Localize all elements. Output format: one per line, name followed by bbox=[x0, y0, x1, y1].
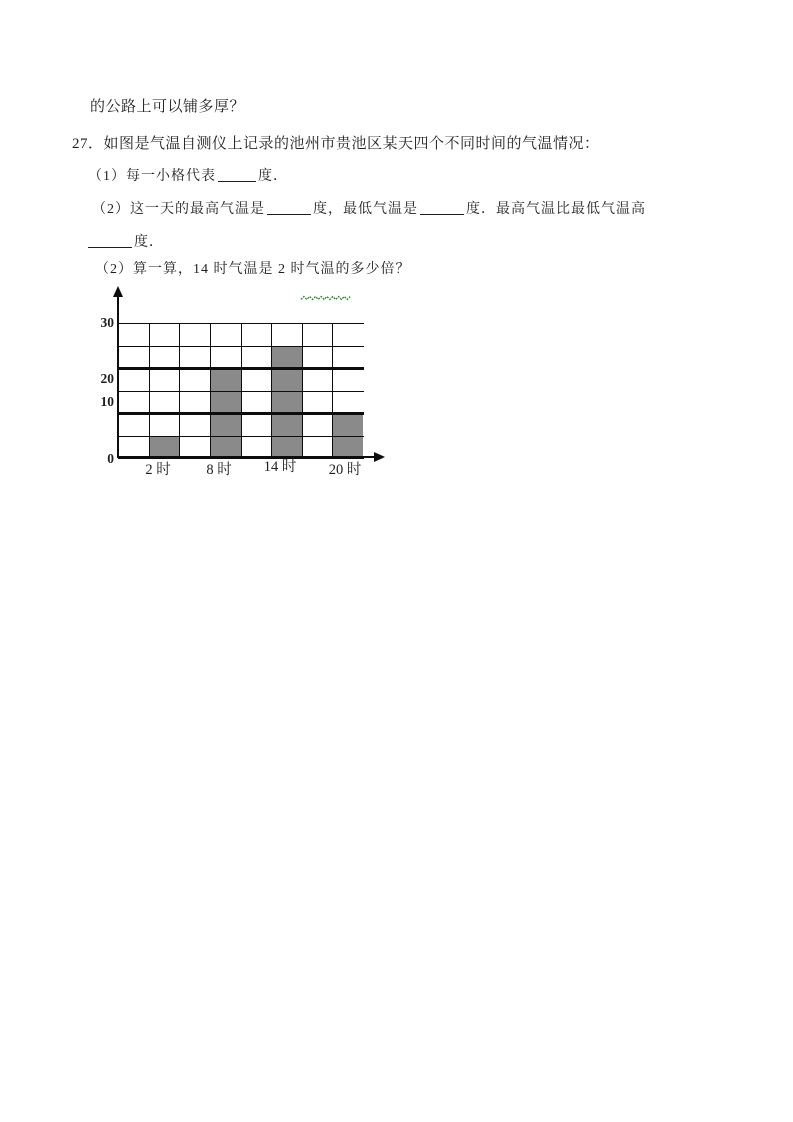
temperature-bar-chart bbox=[88, 284, 408, 494]
y-tick-30: 30 bbox=[100, 315, 114, 330]
part2-text-2: 度，最低气温是 bbox=[313, 202, 418, 217]
question-part2-line bbox=[92, 198, 646, 218]
bar-14时 bbox=[271, 346, 302, 459]
y-tick-10: 10 bbox=[100, 394, 114, 409]
answer-blank bbox=[88, 235, 132, 248]
gridline-v-1 bbox=[149, 323, 150, 459]
x-axis-arrow-icon bbox=[374, 452, 385, 462]
part1-text: （1）每一小格代表 bbox=[88, 169, 216, 184]
x-label-2h: 2 时 bbox=[145, 462, 171, 478]
gridline-v-3 bbox=[210, 323, 211, 459]
previous-question-tail: 的公路上可以铺多厚？ bbox=[90, 99, 246, 115]
question-part1-line bbox=[88, 165, 288, 185]
y-tick-20: 20 bbox=[100, 371, 114, 386]
bar-2时 bbox=[149, 436, 180, 459]
question-part2-continuation bbox=[86, 231, 164, 251]
part2-text-3: 度．最高气温比最低气温高 bbox=[466, 202, 646, 217]
gridline-v-5 bbox=[271, 323, 272, 459]
gridline-v-7 bbox=[332, 323, 333, 459]
question-number: 27． bbox=[72, 136, 104, 152]
question-stem: 如图是气温自测仪上记录的池州市贵池区某天四个不同时间的气温情况： bbox=[103, 136, 600, 152]
x-label-8h: 8 时 bbox=[206, 462, 232, 478]
part2-cont-suffix: 度． bbox=[134, 235, 164, 250]
gridline-v-4 bbox=[241, 323, 242, 459]
x-label-20h: 20 时 bbox=[328, 462, 362, 478]
x-label-14h: 14 时 bbox=[263, 459, 297, 475]
gridline-v-0 bbox=[118, 323, 119, 459]
question-part3-line: （2）算一算，14 时气温是 2 时气温的多少倍？ bbox=[95, 262, 411, 277]
gridline-v-6 bbox=[302, 323, 303, 459]
gridline-v-2 bbox=[179, 323, 180, 459]
answer-blank bbox=[218, 169, 256, 182]
question-27-line bbox=[72, 132, 600, 153]
plot-area bbox=[118, 323, 363, 458]
part2-text-1: （2）这一天的最高气温是 bbox=[92, 202, 265, 217]
answer-blank bbox=[267, 202, 311, 215]
x-axis bbox=[118, 456, 374, 458]
answer-blank bbox=[420, 202, 464, 215]
part1-suffix: 度． bbox=[258, 169, 288, 184]
y-tick-0: 0 bbox=[107, 451, 114, 466]
